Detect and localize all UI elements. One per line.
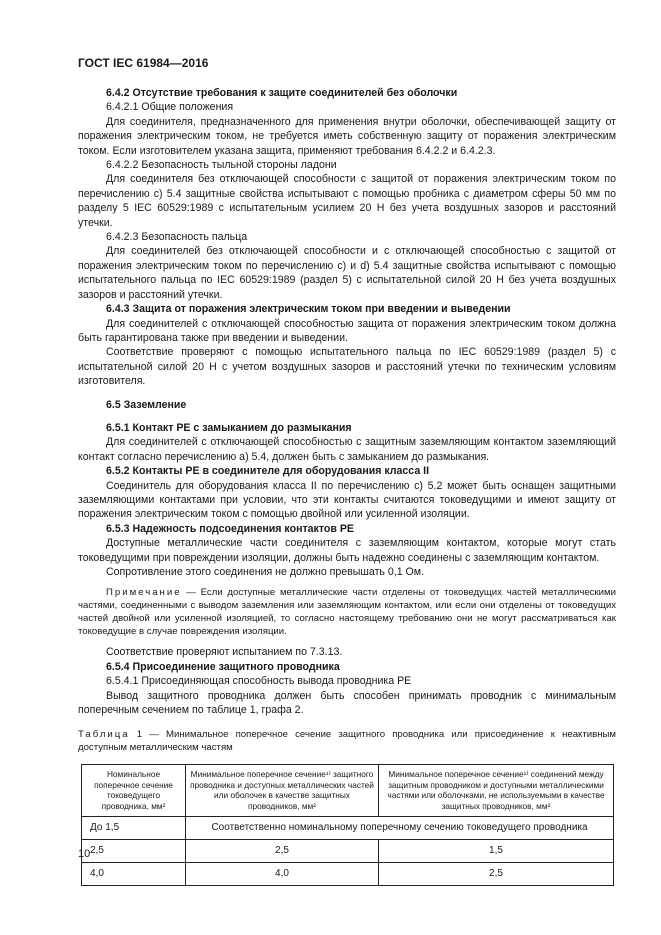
table-header-cell: Номинальное поперечное сечение токоведущего проводника, мм² [82,765,186,817]
table-header-cell: Минимальное поперечное сечение¹⁾ защитного проводника и доступных металлических частей или оболочек в качестве защитных проводников, мм² [186,765,379,817]
document-body [78,86,616,886]
table-cell: 2,5 [82,840,186,863]
section-heading-6-5-3: 6.5.3 Надежность подсоединения контактов РЕ [106,522,354,535]
paragraph-6-5-1: Для соединителей с отключающей способностью с защитным заземляющим контактом заземляющий контакт согласно перечислению а) 5.4, должен быть с замыканием до размыкания. [78,436,616,463]
section-heading-6-4-3: 6.4.3 Защита от поражения электрическим током при введении и выведении [106,303,511,316]
note-label: Примечание [106,587,182,599]
paragraph-6-4-2-1: Для соединителя, предназначенного для применения внутри оболочки, обеспечивающей защиту от поражения электрическим током, не требуется иметь собственную защиту от поражения электрическим током. Если изготовителем указана защита, применяют требования 6.4.2.2 и 6.4.2.3. [78,115,616,157]
subsection-heading-6-4-2-3: 6.4.2.3 Безопасность пальца [106,231,248,244]
section-heading-6-4-2: 6.4.2 Отсутствие требования к защите соединителей без оболочки [106,87,458,99]
section-heading-6-5-1: 6.5.1 Контакт РЕ с замыканием до размыкания [106,421,352,434]
paragraph-6-4-3-a: Для соединителей с отключающей способностью защита от поражения электрическим током должна быть гарантирована также при введении и выведении. [78,317,616,344]
table-cell-merged: Соответственно номинальному поперечному сечению токоведущего проводника [186,817,614,840]
table-row [82,863,614,886]
subsection-heading-6-5-4-1: 6.5.4.1 Присоединяющая способность вывода проводника РЕ [106,675,412,688]
table-cell: 2,5 [186,840,379,863]
table-cell: 1,5 [379,840,614,863]
note-text: — Если доступные металлические части отделены от токоведущих частей металлическими частями, соединенными с выводом заземления или заземляющим контактом, или если они отделены от токоведущих частей двойной или усиленной изоляцией, то согласно настоящему требованию они не могут рассматриваться как токоведущие в случае повреждения изоляции. [78,587,616,638]
paragraph-6-5-4-1: Вывод защитного проводника должен быть способен принимать проводник с минимальным поперечным сечением по таблице 1, графа 2. [78,689,616,717]
table-header-cell: Минимальное поперечное сечение¹⁾ соединений между защитным проводником и доступными металлическими частями или оболочками, не используемыми в качестве защитных проводников, мм² [379,765,614,817]
paragraph-6-4-2-2: Для соединителя без отключающей способности с защитой от поражения электрическим током по перечислению с) 5.4 защитные свойства испытывают с помощью пробника с диаметром сферы 50 мм по разделу 5 IEC 60529:1989 с испытательным усилием 20 Н без учета воздушных зазоров и расстояний утечки. [78,173,616,229]
paragraph-6-4-3-b: Соответствие проверяют с помощью испытательного пальца по IEC 60529:1989 (раздел 5) с испытательной силой 20 Н с учетом воздушных зазоров и расстояний утечки по техническим условиям изготовителя. [78,346,616,388]
conductor-section-table [81,764,614,886]
table-cell: 4,0 [82,863,186,886]
section-heading-6-5-2: 6.5.2 Контакты РЕ в соединителе для оборудования класса II [106,465,430,478]
table-row [82,817,614,840]
paragraph-6-5-3-a: Доступные металлические части соединителя с заземляющим контактом, которые могут стать токоведущими при повреждении изоляции, должны быть надежно соединены с заземляющим контактом. [78,537,616,564]
paragraph-6-4-2-3: Для соединителей без отключающей способности и с отключающей способностью с защитой от поражения электрическим током по перечислению с) и d) 5.4 защитные свойства испытывают с помощью испытательного пальца по IEC 60529:1989 (раздел 5) с испытательной силой 20 Н без учета воздушных зазоров и расстояний утечки. [78,245,616,301]
table-header-row [82,765,614,817]
table-caption-text: 1 — Минимальное поперечное сечение защитного проводника или присоединение к неактивным доступным металлическим частям [78,729,616,754]
table-caption-label: Таблица [78,729,130,741]
table-cell: 4,0 [186,863,379,886]
page-number: 10 [78,848,91,860]
note [78,586,616,638]
document-header: ГОСТ IEC 61984—2016 [78,56,209,70]
section-heading-6-5-4: 6.5.4 Присоединение защитного проводника [106,660,340,673]
paragraph-6-5-3-c: Соответствие проверяют испытанием по 7.3.13. [106,646,343,659]
subsection-heading-6-4-2-2: 6.4.2.2 Безопасность тыльной стороны ладони [106,159,337,172]
subsection-heading-6-4-2-1: 6.4.2.1 Общие положения [106,101,234,114]
table-cell: 2,5 [379,863,614,886]
paragraph-6-5-3-b: Сопротивление этого соединения не должно превышать 0,1 Ом. [106,566,425,578]
table-caption [78,728,616,754]
paragraph-6-5-2: Соединитель для оборудования класса II по перечислению с) 5.2 может быть оснащен защитными заземляющими контактами при условии, что эти контакты считаются токоведущими и имеют защиту от поражения электрическим током с помощью двойной или усиленной изоляции. [78,479,616,521]
table-row [82,840,614,863]
table-cell: До 1,5 [82,817,186,840]
section-heading-6-5: 6.5 Заземление [106,398,187,411]
